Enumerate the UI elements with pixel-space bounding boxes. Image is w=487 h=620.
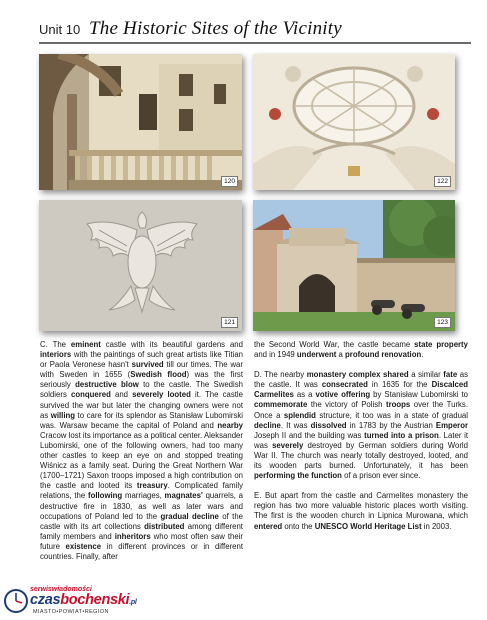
vocabulary-term: UNESCO World Heritage List: [314, 521, 422, 531]
vocabulary-term: votive offering: [315, 390, 371, 400]
vocabulary-term: Swedish flood: [130, 370, 187, 380]
paragraph-c-continued: [254, 340, 468, 360]
photo-eagle-relief: [39, 200, 242, 331]
text-run: as a: [293, 390, 316, 400]
photo-number: 120: [221, 176, 238, 187]
publisher-logo: [3, 586, 163, 618]
logo-tld: .pl: [129, 599, 137, 606]
logo-brand-red: bochenski: [60, 592, 130, 608]
logo-line1: serwiswiadomości: [30, 586, 92, 593]
text-run: castle with its beautiful gardens and: [100, 340, 243, 349]
page-title: The Historic Sites of the Vicinity: [89, 18, 342, 39]
vocabulary-term: consecrated: [321, 380, 368, 390]
text-run: and in 1949: [254, 350, 297, 360]
text-run: . It was: [280, 420, 311, 430]
text-run: in 1635 for the: [367, 380, 432, 390]
text-run: onto the: [282, 521, 315, 531]
text-run: . Later it was: [254, 430, 468, 450]
paragraph-d: [254, 370, 468, 481]
text-run: ) was the first seriously: [40, 370, 243, 390]
text-run: structure, it too was in a state of gradual: [315, 410, 468, 420]
vocabulary-term: destructive blow: [75, 380, 139, 390]
text-run: who most often saw their future: [40, 531, 243, 551]
text-run: destroyed by German soldiers during World War II. The church was nearly totally destroyed, looted, and its wooden parts burned. Unfortunately, it has been: [254, 440, 468, 471]
vocabulary-term: dissolved: [310, 420, 347, 430]
vocabulary-term: inheritors: [114, 531, 151, 541]
vocabulary-term: turned into a prison: [364, 430, 439, 440]
vocabulary-term: willing: [50, 410, 76, 420]
photo-monastery-gate: [253, 200, 455, 331]
unit-label: Unit 10: [39, 22, 81, 37]
text-run: as the castle. It was: [254, 370, 469, 390]
text-run: . Complicated family relations, the: [40, 481, 243, 501]
text-run: C. The: [40, 340, 71, 349]
photo-number: 121: [221, 317, 238, 328]
text-run: of the castle with its art collections: [40, 511, 243, 531]
vocabulary-term: treasury: [136, 481, 168, 491]
text-run: in different provinces or in different countries. Finally, after: [40, 541, 243, 561]
page-header: [39, 18, 469, 44]
vocabulary-term: performing the function: [254, 471, 342, 481]
photo-ceiling: [253, 54, 455, 190]
text-run: it. The castle survived the war but later the changing owners were not as: [40, 390, 243, 420]
text-run: in 1783 by the Austrian: [346, 420, 436, 430]
paragraph-c: [40, 340, 243, 562]
vocabulary-term: Discalced Carmelites: [254, 380, 468, 400]
vocabulary-term: entered: [254, 521, 283, 531]
paragraph-e: [254, 491, 468, 531]
vocabulary-term: troops: [385, 400, 411, 410]
vocabulary-term: decline: [254, 420, 281, 430]
text-run: quarrels, a destructive fire in 1830, as well as later wars and occupations of Poland led to the: [40, 491, 243, 521]
vocabulary-term: splendid: [283, 410, 316, 420]
text-run: Cracow lost its importance as a political center. Aleksander Lubomirski, one of the following owners, had too many other castles to keep an eye on and stopped treating Wiśnicz as a family seat. During the Great Northern War (1700–1721) Saxon troops imposed a high contribution on the castle and looted its: [40, 430, 243, 491]
text-run: the Second World War, the castle became: [254, 340, 415, 349]
text-run: the victory of Polish: [307, 400, 386, 410]
vocabulary-term: eminent: [70, 340, 101, 349]
vocabulary-term: following: [87, 491, 123, 501]
text-run: marriages,: [122, 491, 165, 501]
vocabulary-term: magnates': [164, 491, 203, 501]
vocabulary-term: fate: [443, 370, 458, 380]
vocabulary-term: profound renovation: [345, 350, 422, 360]
vocabulary-term: commemorate: [254, 400, 308, 410]
photo-number: 122: [434, 176, 451, 187]
vocabulary-term: distributed: [144, 521, 185, 531]
text-run: a similar: [408, 370, 444, 380]
vocabulary-term: Emperor: [435, 420, 468, 430]
vocabulary-term: severely looted: [132, 390, 191, 400]
text-run: over the Turks. Once a: [254, 400, 468, 420]
text-run: Joseph II and the building was: [254, 430, 365, 440]
text-run: and: [110, 390, 133, 400]
vocabulary-term: nearby: [217, 420, 243, 430]
vocabulary-term: interiors: [40, 350, 72, 360]
text-run: with the paintings of such great artists like Titian or Paola Veronese hasn't: [40, 350, 243, 370]
text-run: E. But apart from the castle and Carmelites monastery the region has two more valuable historic places worth visiting. The first is the wooden church in Lipnica Murowana, which: [254, 491, 468, 521]
header-rule: [39, 42, 471, 44]
photo-number: 123: [434, 317, 451, 328]
vocabulary-term: underwent: [296, 350, 337, 360]
text-run: to care for its splendor as Stanisław Lubomirski was. Warsaw became the capital of Poland and: [40, 410, 243, 430]
text-run: till our times. The war with Sweden in 1655 (: [40, 360, 243, 380]
vocabulary-term: state property: [414, 340, 468, 349]
vocabulary-term: gradual decline: [160, 511, 219, 521]
clock-icon: [3, 588, 29, 614]
text-run: by Stanisław Lubomirski to: [370, 390, 469, 400]
text-run: .: [421, 350, 424, 360]
vocabulary-term: monastery complex shared: [306, 370, 409, 380]
vocabulary-term: existence: [65, 541, 102, 551]
text-run: a: [336, 350, 346, 360]
left-text-column: [40, 340, 243, 562]
text-run: D. The nearby: [254, 370, 307, 380]
vocabulary-term: severely: [272, 440, 304, 450]
logo-brand-blue: czas: [30, 592, 61, 608]
logo-brand: [30, 592, 137, 608]
photo-castle-courtyard: [39, 54, 242, 190]
text-run: among different family members and: [40, 521, 243, 541]
text-run: to the castle. The Swedish soldiers: [40, 380, 243, 400]
text-run: in 2003.: [421, 521, 452, 531]
text-run: of a prison ever since.: [341, 471, 421, 481]
vocabulary-term: survived: [131, 360, 164, 370]
logo-tagline: MIASTO•POWIAT•REGION: [33, 609, 109, 615]
right-text-column: [254, 340, 468, 532]
vocabulary-term: conquered: [71, 390, 111, 400]
